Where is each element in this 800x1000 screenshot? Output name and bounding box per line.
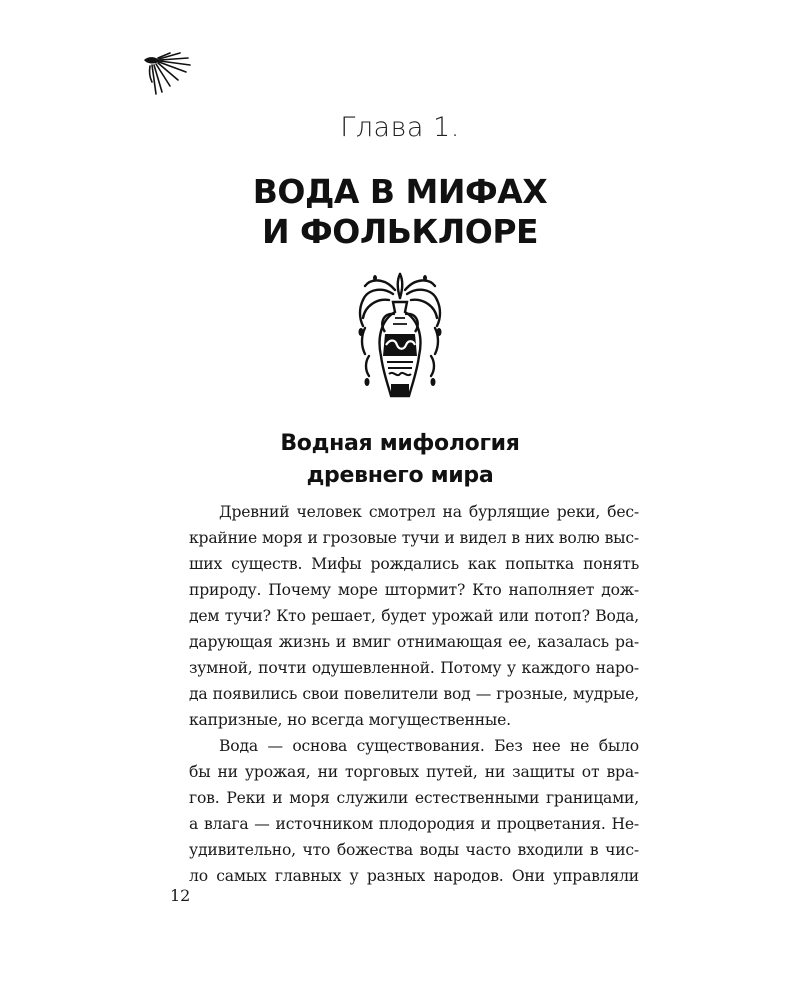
text-line: удивительно, что божества воды часто входили в чис-	[189, 841, 639, 859]
chapter-title-line: ВОДА В МИФАХ	[252, 172, 548, 211]
body-text	[189, 499, 639, 889]
text-line: дем тучи? Кто решает, будет урожай или потоп? Вода,	[189, 607, 639, 625]
text-line: ло самых главных у разных народов. Они управляли	[189, 867, 639, 885]
chapter-title	[0, 172, 800, 252]
text-line: бы ни урожая, ни торговых путей, ни защиты от вра-	[189, 763, 639, 781]
text-line: Древний человек смотрел на бурлящие реки, бес-	[219, 503, 639, 521]
text-line: капризные, но всегда могущественные.	[189, 711, 511, 729]
amphora-fountain-icon	[355, 272, 445, 412]
text-line: крайние моря и грозовые тучи и видел в них волю выс-	[189, 529, 639, 547]
chapter-label: Глава 1.	[340, 112, 460, 143]
page-number: 12	[170, 886, 191, 905]
text-line: гов. Реки и моря служили естественными границами,	[189, 789, 639, 807]
text-line: зумной, почти одушевленной. Потому у каждого наро-	[189, 659, 639, 677]
text-line: природу. Почему море штормит? Кто наполняет дож-	[189, 581, 639, 599]
sun-rays-icon	[140, 52, 194, 104]
text-line: Вода — основа существования. Без нее не было	[219, 737, 639, 755]
chapter-title-line: И ФОЛЬКЛОРЕ	[261, 212, 539, 251]
section-title-line: древнего мира	[306, 463, 494, 488]
text-line: ших существ. Мифы рождались как попытка понять	[189, 555, 639, 573]
text-line: да появились свои повелители вод — грозные, мудрые,	[189, 685, 639, 703]
text-line: дарующая жизнь и вмиг отнимающая ее, казалась ра-	[189, 633, 639, 651]
section-title-line: Водная мифология	[280, 431, 520, 456]
section-title	[0, 428, 800, 492]
text-line: а влага — источником плодородия и процветания. Не-	[189, 815, 639, 833]
